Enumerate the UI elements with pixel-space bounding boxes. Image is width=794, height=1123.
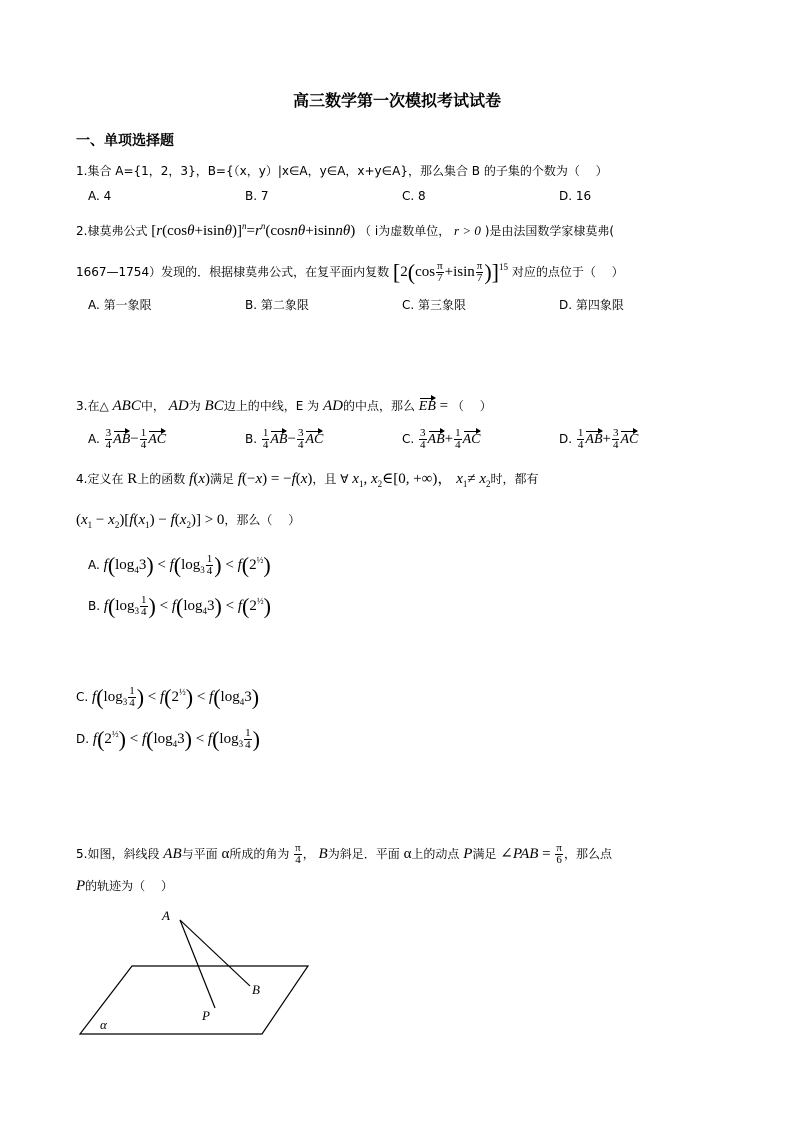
q3-ad-2: AD: [322, 398, 343, 414]
q4-lead: 4.定义在: [76, 472, 124, 486]
q2-mid: （ i为虚数单位，: [359, 224, 451, 238]
q3-text-3: 边上的中线，E 为: [223, 399, 320, 413]
q1-option-c[interactable]: C. 8: [402, 189, 426, 203]
q4-option-c-letter: C.: [76, 690, 89, 704]
q2-line2-tail: 对应的点位于（ ）: [511, 265, 624, 279]
segment-ab: [180, 920, 250, 986]
label-alpha: α: [100, 1017, 107, 1032]
section-heading: 一、单项选择题: [76, 133, 174, 149]
q2-lead: 2.棣莫弗公式: [76, 224, 148, 238]
q4-option-d-letter: D.: [76, 732, 90, 746]
q4-option-b-letter: B.: [88, 599, 101, 613]
label-p: P: [202, 1008, 210, 1023]
q3-option-a-letter: A.: [88, 432, 100, 446]
q5-lead: 5.如图，斜线段: [76, 847, 160, 861]
q2-option-c[interactable]: C. 第三象限: [402, 298, 467, 312]
q5-text-3: 为斜足．平面: [327, 847, 400, 861]
plane-alpha: [80, 966, 308, 1034]
q3-lead: 3.在△: [76, 399, 109, 413]
q4-text-2: 满足: [209, 472, 234, 486]
q3-text-4: 的中点，那么: [342, 399, 415, 413]
q5-b: B: [318, 846, 328, 862]
question-5-line-2: [76, 878, 173, 894]
label-b: B: [252, 982, 260, 997]
q3-ad: AD: [168, 398, 189, 414]
q2-line2-lead: 1667—1754）发现的．根据棣莫弗公式，在复平面内复数: [76, 265, 390, 279]
q2-de-moivre-formula: $[r(\cos\theta+isin\theta)]^n=r^n(\cos n\theta+isinn\theta)$: [151, 221, 356, 239]
question-1-text: 1.集合 A={1，2，3}，B={（x，y）|x∈A，y∈A，x+y∈A}，那么集合 B 的子集的个数为（ ）: [76, 164, 608, 178]
q1-option-b[interactable]: B. 7: [245, 189, 269, 203]
q3-triangle: ABC: [112, 398, 141, 414]
q4-r: R: [127, 471, 138, 487]
q4-option-a[interactable]: A. $f(\log_43) < f(\log_3$ $\frac{1}{4}$ ) < $f(2^{\frac{1}{2}})$: [88, 552, 271, 578]
q3-option-d[interactable]: D. $\frac{1}{4}$ AB+ $\frac{3}{4}$ AC: [559, 427, 639, 451]
question-4-line-2: $(x_1 - x_2)[f(x_1) - f(x_2)] > 0$，那么（ ）: [76, 512, 301, 530]
q3-option-d-letter: D.: [559, 432, 573, 446]
q4-option-c[interactable]: C. $f(\log_3$ $\frac{1}{4}$ ) < $f(2^{\frac{1}{2}}) < f(\log_43)$: [76, 684, 260, 710]
page-title: 高三数学第一次模拟考试试卷: [292, 91, 501, 110]
q3-vector-eb: EB: [419, 396, 436, 415]
q1-option-a[interactable]: A. 4: [88, 189, 112, 203]
q2-option-d[interactable]: D. 第四象限: [559, 298, 624, 312]
q3-option-a[interactable]: A. $\frac{3}{4}$ AB− $\frac{1}{4}$ AC: [88, 427, 167, 451]
question-4-line-1: 4.定义在 R上的函数 f(x)满足 f(−x) = −f(x)，且 ∀ $x_1$, $x_2\in[0$, +∞)， $x_1\ne x_2$时，都有: [76, 471, 539, 489]
q2-option-a[interactable]: A. 第一象限: [88, 298, 152, 312]
q3-option-c-letter: C.: [402, 432, 415, 446]
q4-text-3: ，且 ∀: [312, 472, 349, 486]
q5-p: P: [463, 846, 473, 862]
q4-line2-tail: ，那么（ ）: [224, 513, 301, 527]
q5-figure: [70, 900, 320, 1045]
q5-line2-p: P: [76, 878, 86, 894]
q5-text-1: 与平面: [181, 847, 218, 861]
q5-text-2: 所成的角为: [229, 847, 290, 861]
q3-option-c[interactable]: C. $\frac{3}{4}$ AB+ $\frac{1}{4}$ AC: [402, 427, 481, 451]
q3-option-b-letter: B.: [245, 432, 258, 446]
question-3-text: 3.在△ ABC中， AD为 BC边上的中线，E 为 AD的中点，那么 EB = （ ）: [76, 398, 492, 414]
q3-tail: （ ）: [451, 399, 492, 413]
question-2-line-1: [76, 218, 614, 239]
q2-complex-number: [2(cos $\frac{\pi}{7}$ +isin $\frac{\pi}{7}$ )]$^{15}$: [392, 259, 508, 285]
q5-text-5: 满足: [472, 847, 497, 861]
segment-ap: [180, 920, 215, 1008]
q3-bc: BC: [204, 398, 224, 414]
q5-tail: ，那么点: [563, 847, 612, 861]
question-5-line-1: 5.如图，斜线段 AB与平面 α所成的角为 $\frac{\pi}{4}$ ， B为斜足．平面 α上的动点 P满足 ∠PAB = $\frac{\pi}{6}$ ，那么点: [76, 842, 612, 866]
q4-option-b[interactable]: B. $f(\log_3$ $\frac{1}{4}$ ) < $f(\log_43) < f(2^{\frac{1}{2}})$: [88, 593, 271, 619]
q4-option-d[interactable]: D. $f(2^{\frac{1}{2}}) < f(\log_43) < f(\log_3$ $\frac{1}{4}$ ): [76, 726, 260, 752]
q1-option-d[interactable]: D. 16: [559, 189, 592, 203]
q4-text-4: 时，都有: [490, 472, 539, 486]
question-2-line-2: [76, 259, 624, 284]
q2-condition: r > 0: [454, 223, 481, 238]
q4-option-a-letter: A.: [88, 558, 100, 572]
q3-text-2: 为: [188, 399, 201, 413]
q3-text-1: 中，: [140, 399, 165, 413]
label-a: A: [162, 908, 170, 923]
q3-option-b[interactable]: B. $\frac{1}{4}$ AB− $\frac{3}{4}$ AC: [245, 427, 324, 451]
q5-alpha: α: [221, 846, 230, 862]
q5-ab: AB: [163, 846, 182, 862]
q4-text-1: 上的函数: [137, 472, 186, 486]
q5-alpha-2: α: [403, 846, 412, 862]
q2-option-b[interactable]: B. 第二象限: [245, 298, 309, 312]
q2-tail: )是由法国数学家棣莫弗(: [484, 224, 615, 238]
q5-line2-tail: 的轨迹为（ ）: [85, 879, 173, 893]
q5-text-4: 上的动点: [411, 847, 460, 861]
